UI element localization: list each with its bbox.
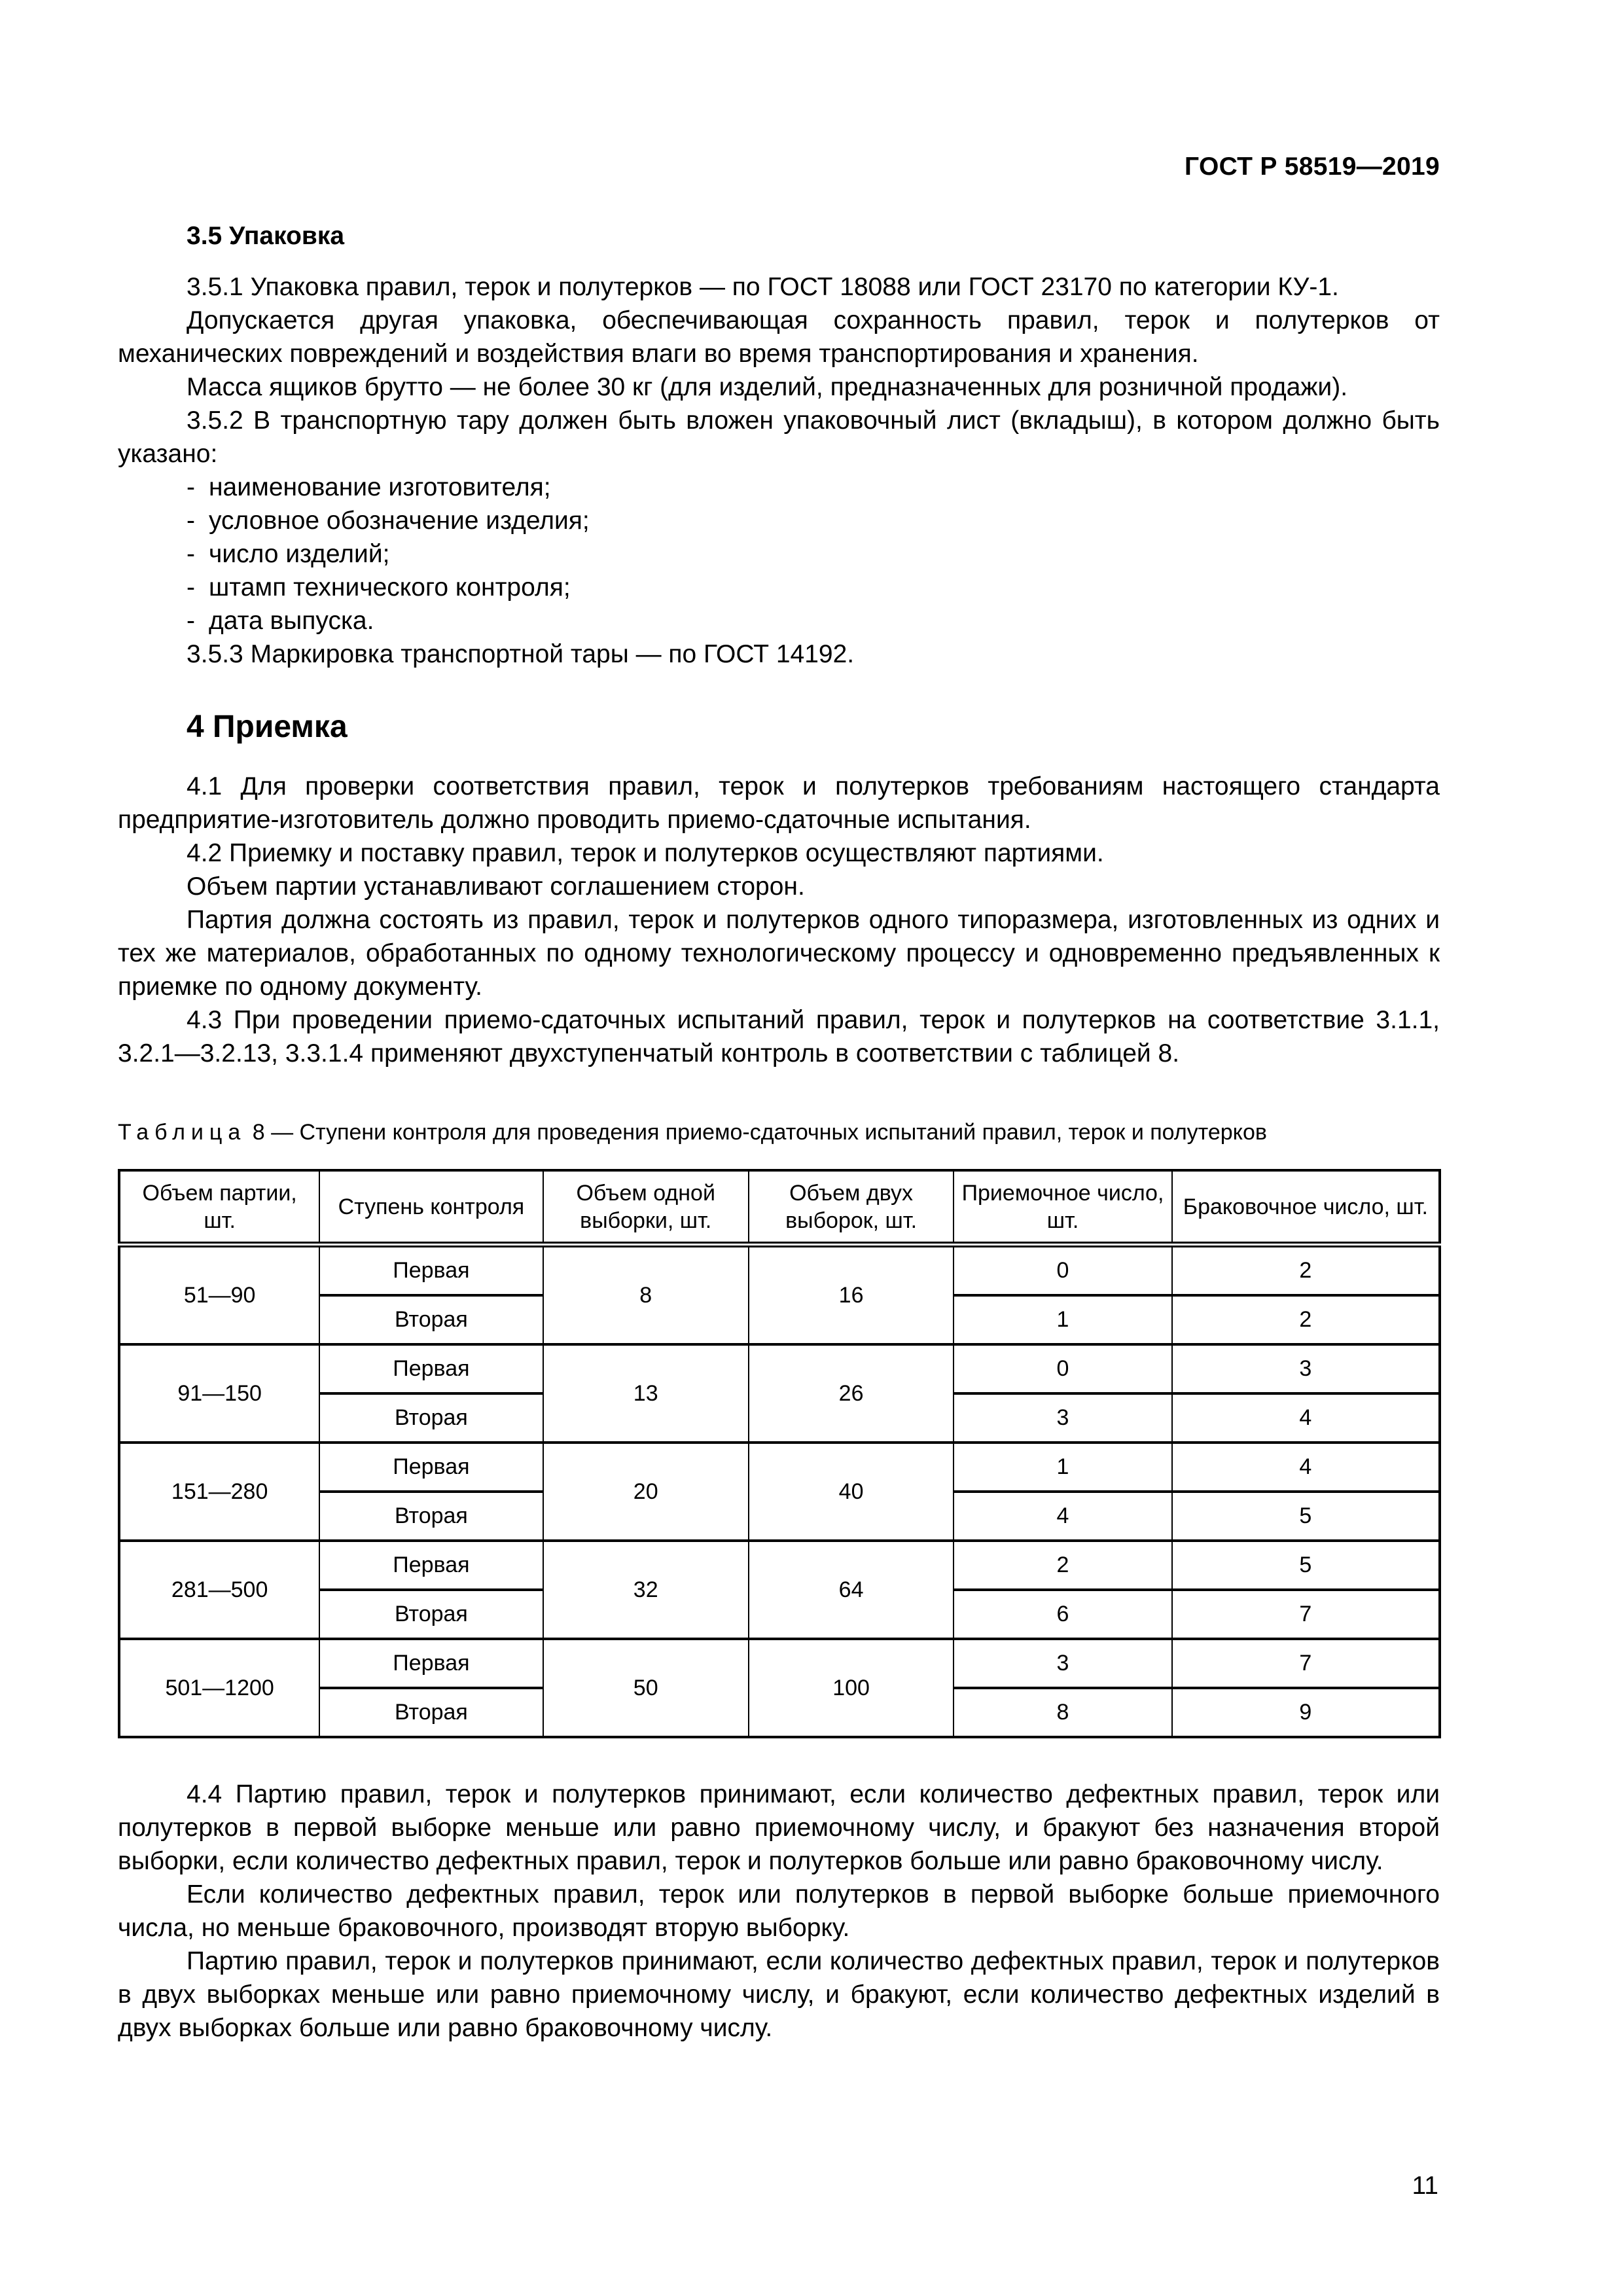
acceptance-cell: 8 — [954, 1688, 1172, 1737]
page-number: 11 — [1412, 2172, 1438, 2200]
table-row — [119, 1443, 1440, 1492]
two-samples-cell: 40 — [749, 1443, 954, 1541]
paragraph-lot-volume: Объем партии устанавливают соглашением сторон. — [187, 872, 805, 901]
paragraph-4-3: 4.3 При проведении приемо-сдаточных испытаний правил, терок и полутерков на соответствие 3.1.1, 3.2.1—3.2.13, 3.3.1.4 применяют двухступенчатый контроль в соответствии с таблицей 8. — [118, 1006, 1440, 1067]
stage-cell: Вторая — [319, 1590, 543, 1639]
rejection-cell: 2 — [1172, 1245, 1440, 1296]
stage-cell: Первая — [319, 1639, 543, 1688]
column-header-rejection-number: Браковочное число, шт. — [1172, 1170, 1440, 1245]
rejection-cell: 2 — [1172, 1295, 1440, 1344]
post-table-text — [118, 1778, 1440, 2045]
paragraph-4-1: 4.1 Для проверки соответствия правил, терок и полутерков требованиям настоящего стандарта предприятие-изготовитель должно проводить приемо-сдаточные испытания. — [118, 772, 1440, 834]
table-caption-text: 8 — Ступени контроля для проведения приемо-сдаточных испытаний правил, терок и полутерков — [246, 1120, 1267, 1145]
table-caption — [118, 1116, 1440, 1149]
paragraph-4-2: 4.2 Приемку и поставку правил, терок и полутерков осуществляют партиями. — [187, 839, 1104, 867]
list-item: - наименование изготовителя; — [118, 471, 1440, 504]
list-marker: - — [187, 473, 195, 501]
two-samples-cell: 100 — [749, 1639, 954, 1737]
rejection-cell: 5 — [1172, 1541, 1440, 1590]
list-marker: - — [187, 540, 195, 568]
one-sample-cell: 8 — [543, 1245, 749, 1345]
paragraph-3-5-2: 3.5.2 В транспортную тару должен быть вложен упаковочный лист (вкладыш), в котором должно быть указано: — [118, 406, 1440, 468]
lot-volume-cell: 281—500 — [119, 1541, 319, 1639]
rejection-cell: 7 — [1172, 1639, 1440, 1688]
rejection-cell: 4 — [1172, 1393, 1440, 1443]
packing-list-items — [118, 471, 1440, 637]
table-row — [119, 1245, 1440, 1296]
rejection-cell: 7 — [1172, 1590, 1440, 1639]
paragraph-lot-composition: Партия должна состоять из правил, терок и полутерков одного типоразмера, изготовленных из одних и тех же материалов, обработанных по одному технологическому процессу и одновременно предъявленных к приемке по одному документу. — [118, 906, 1440, 1001]
section-title-4: 4 Приемка — [187, 709, 348, 744]
table-row — [119, 1639, 1440, 1688]
table-row — [119, 1541, 1440, 1590]
stage-cell: Первая — [319, 1245, 543, 1296]
table-header-row — [119, 1170, 1440, 1245]
one-sample-cell: 50 — [543, 1639, 749, 1737]
acceptance-cell: 4 — [954, 1492, 1172, 1541]
document-code-header: ГОСТ Р 58519—2019 — [1185, 152, 1440, 181]
two-samples-cell: 64 — [749, 1541, 954, 1639]
stage-cell: Вторая — [319, 1688, 543, 1737]
acceptance-cell: 2 — [954, 1541, 1172, 1590]
rejection-cell: 9 — [1172, 1688, 1440, 1737]
paragraph-3-5-3: 3.5.3 Маркировка транспортной тары — по ГОСТ 14192. — [187, 640, 855, 668]
stage-cell: Вторая — [319, 1492, 543, 1541]
paragraph-3-5-1: 3.5.1 Упаковка правил, терок и полутерков — по ГОСТ 18088 или ГОСТ 23170 по категории КУ-1. — [187, 273, 1339, 301]
acceptance-cell: 0 — [954, 1245, 1172, 1296]
table-caption-label: Таблица — [118, 1120, 247, 1145]
paragraph-alt-packaging: Допускается другая упаковка, обеспечивающая сохранность правил, терок и полутерков от механических повреждений и воздействия влаги во время транспортирования и хранения. — [118, 306, 1440, 368]
list-item: - дата выпуска. — [118, 604, 1440, 637]
acceptance-cell: 0 — [954, 1344, 1172, 1393]
column-header-lot-volume: Объем партии, шт. — [119, 1170, 319, 1245]
one-sample-cell: 32 — [543, 1541, 749, 1639]
column-header-one-sample: Объем одной выборки, шт. — [543, 1170, 749, 1245]
list-item: - штамп технического контроля; — [118, 571, 1440, 604]
page-content — [118, 219, 1440, 2045]
column-header-acceptance-number: Приемочное число, шт. — [954, 1170, 1172, 1245]
acceptance-cell: 3 — [954, 1393, 1172, 1443]
one-sample-cell: 20 — [543, 1443, 749, 1541]
list-marker: - — [187, 607, 195, 635]
rejection-cell: 5 — [1172, 1492, 1440, 1541]
lot-volume-cell: 501—1200 — [119, 1639, 319, 1737]
lot-volume-cell: 151—280 — [119, 1443, 319, 1541]
stage-cell: Вторая — [319, 1295, 543, 1344]
stage-cell: Первая — [319, 1541, 543, 1590]
control-stages-table — [118, 1169, 1441, 1738]
list-marker: - — [187, 573, 195, 601]
stage-cell: Первая — [319, 1443, 543, 1492]
two-samples-cell: 26 — [749, 1344, 954, 1443]
two-samples-cell: 16 — [749, 1245, 954, 1345]
stage-cell: Первая — [319, 1344, 543, 1393]
stage-cell: Вторая — [319, 1393, 543, 1443]
list-item: - число изделий; — [118, 537, 1440, 571]
paragraph-two-samples-decision: Партию правил, терок и полутерков принимают, если количество дефектных правил, терок и полутерков в двух выборках меньше или равно приемочному числу, и бракуют, если количество дефектных изделий в двух выборках больше или равно браковочному числу. — [118, 1947, 1440, 2042]
acceptance-cell: 6 — [954, 1590, 1172, 1639]
paragraph-4-4: 4.4 Партию правил, терок и полутерков принимают, если количество дефектных правил, терок или полутерков в первой выборке меньше или равно приемочному числу, и бракуют без назначения второй выборки, если количество дефектных правил, терок и полутерков больше или равно браковочному числу. — [118, 1780, 1440, 1875]
paragraph-box-mass: Масса ящиков брутто — не более 30 кг (для изделий, предназначенных для розничной продажи). — [187, 373, 1348, 401]
table-row — [119, 1344, 1440, 1393]
lot-volume-cell: 51—90 — [119, 1245, 319, 1345]
column-header-control-stage: Ступень контроля — [319, 1170, 543, 1245]
column-header-two-samples: Объем двух выборок, шт. — [749, 1170, 954, 1245]
acceptance-cell: 1 — [954, 1295, 1172, 1344]
list-item: - условное обозначение изделия; — [118, 504, 1440, 537]
one-sample-cell: 13 — [543, 1344, 749, 1443]
subsection-title-3-5: 3.5 Упаковка — [187, 222, 345, 250]
acceptance-cell: 1 — [954, 1443, 1172, 1492]
paragraph-second-sample: Если количество дефектных правил, терок или полутерков в первой выборке больше приемочного числа, но меньше браковочного, производят вторую выборку. — [118, 1880, 1440, 1942]
acceptance-cell: 3 — [954, 1639, 1172, 1688]
rejection-cell: 3 — [1172, 1344, 1440, 1393]
rejection-cell: 4 — [1172, 1443, 1440, 1492]
list-marker: - — [187, 507, 195, 535]
lot-volume-cell: 91—150 — [119, 1344, 319, 1443]
